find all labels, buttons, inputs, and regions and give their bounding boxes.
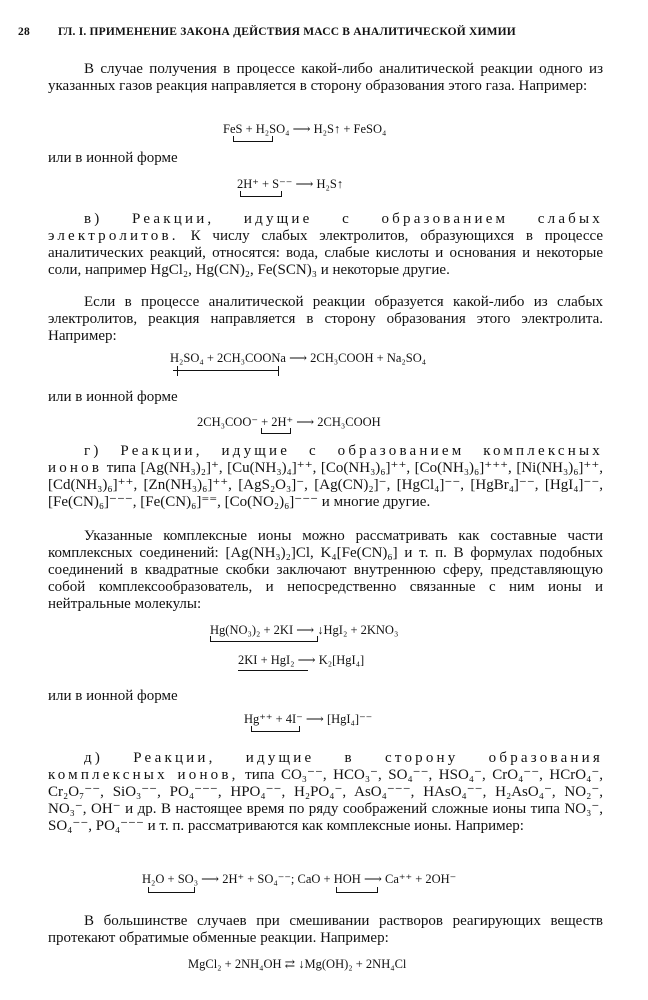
- equation-bracket: [261, 428, 291, 434]
- ionic-form-label: или в ионной форме: [48, 688, 178, 704]
- equation-bracket: [336, 887, 378, 893]
- equation-sulfur-trioxide: H₂O + SO₃ ⟶ 2H⁺ + SO₄⁻⁻; CaO + HOH ⟶ Ca⁺⁺ + 2OH⁻: [142, 872, 457, 886]
- paragraph-weak-electrolytes: Если в процессе аналитической реакции образуется какой-либо из слабых электролитов, реакция направляется в сторону образования этого электролита. Например:: [48, 294, 603, 344]
- equation-mercury-nitrate: Hg(NO₃)₂ + 2KI ⟶ ↓HgI₂ + 2KNO₃: [210, 623, 399, 637]
- equation-fes: FeS + H₂SO₄ ⟶ H₂S↑ + FeSO₄: [223, 122, 387, 136]
- ionic-form-label: или в ионной форме: [48, 389, 178, 405]
- running-title: ГЛ. I. ПРИМЕНЕНИЕ ЗАКОНА ДЕЙСТВИЯ МАСС В АНАЛИТИЧЕСКОЙ ХИМИИ: [58, 26, 516, 38]
- equation-acetate: H₂SO₄ + 2CH₃COONa ⟶ 2CH₃COOH + Na₂SO₄: [170, 351, 427, 365]
- section-v: [48, 211, 603, 279]
- equation-bracket: [148, 887, 195, 893]
- running-header: [18, 26, 638, 38]
- ionic-form-label: или в ионной форме: [48, 150, 178, 166]
- page-number: 28: [18, 26, 30, 38]
- section-d-text: типа CO₃⁻⁻, HCO₃⁻, SO₄⁻⁻, HSO₄⁻, CrO₄⁻⁻, HCrO₄⁻, Cr₂O₇⁻⁻, SiO₃⁻⁻, PO₄⁻⁻⁻, HPO₄⁻⁻, H₂PO₄⁻, AsO₄⁻⁻⁻, HAsO₄⁻⁻, H₂AsO₄⁻, NO₂⁻, NO₃⁻, OH⁻ и др. В настоящее время по ряду соображений сложные ионы типа NO₃⁻, SO₄⁻⁻, PO₄⁻⁻⁻ и т. п. рассматриваются как комплексные ионы. Например:: [48, 767, 603, 834]
- equation-bracket: [210, 636, 318, 642]
- section-v-text: К числу слабых электролитов, образующихся в процессе аналитических реакций, относятся: вода, слабые кислоты и основания и некоторые соли, например HgCl₂, Hg(CN)₂, Fe(SCN)₃ и некоторые другие.: [48, 228, 603, 278]
- equation-mercury-ionic: Hg⁺⁺ + 4I⁻ ⟶ [HgI₄]⁻⁻: [244, 712, 373, 726]
- equation-underline: [173, 370, 279, 371]
- paragraph-complex-compounds: Указанные комплексные ионы можно рассматривать как составные части комплексных соединений: [Ag(NH₃)₂]Cl, K₄[Fe(CN)₆] и т. п. В формулах подобных соединений в квадратные скобки заключают внутреннюю сферу, представляющую собой комплексообразователь, и непосредственно связанные с ним ионы и нейтральные молекулы:: [48, 528, 603, 612]
- equation-bracket-tick: [177, 366, 178, 376]
- equation-acetate-ionic: 2CH₃COO⁻ + 2H⁺ ⟶ 2CH₃COOH: [197, 415, 381, 429]
- equation-bracket: [240, 191, 282, 197]
- equation-underline: [238, 670, 308, 671]
- section-v-label: в) Реакции, идущие с образованием слабых электролитов.: [48, 211, 603, 244]
- equation-kiodide: 2KI + HgI₂ ⟶ K₂[HgI₄]: [238, 653, 365, 667]
- section-g-label: г) Реакции, идущие с образованием комплексных ионов: [48, 443, 603, 476]
- equation-bracket: [233, 136, 273, 142]
- equation-bracket: [251, 726, 300, 732]
- equation-h2s-ionic: 2H⁺ + S⁻⁻ ⟶ H₂S↑: [237, 177, 344, 191]
- section-g: [48, 443, 603, 511]
- section-g-text: типа [Ag(NH₃)₂]⁺, [Cu(NH₃)₄]⁺⁺, [Co(NH₃)₆]⁺⁺, [Co(NH₃)₆]⁺⁺⁺, [Ni(NH₃)₆]⁺⁺, [Cd(NH₃)₆]⁺⁺, [Zn(NH₃)₆]⁺⁺, [AgS₂O₃]⁻, [Ag(CN)₂]⁻, [HgCl₄]⁻⁻, [HgBr₄]⁻⁻, [HgI₄]⁻⁻, [Fe(CN)₆]⁻⁻⁻, [Fe(CN)₆]⁼⁼, [Co(NO₂)₆]⁻⁻⁻ и многие другие.: [48, 460, 604, 510]
- equation-bracket-tick: [278, 366, 279, 376]
- section-d-label: д) Реакции, идущие в сторону образования комплексных ионов,: [48, 750, 603, 783]
- paragraph-reversible-reactions: В большинстве случаев при смешивании растворов реагирующих веществ протекают обратимые обменные реакции. Например:: [48, 913, 603, 946]
- equation-magnesium: MgCl₂ + 2NH₄OH ⇄ ↓Mg(OH)₂ + 2NH₄Cl: [188, 957, 407, 971]
- paragraph-gas-formation: В случае получения в процессе какой-либо аналитической реакции одного из указанных газов реакция направляется в сторону образования этого газа. Например:: [48, 61, 603, 94]
- section-d: [48, 750, 603, 835]
